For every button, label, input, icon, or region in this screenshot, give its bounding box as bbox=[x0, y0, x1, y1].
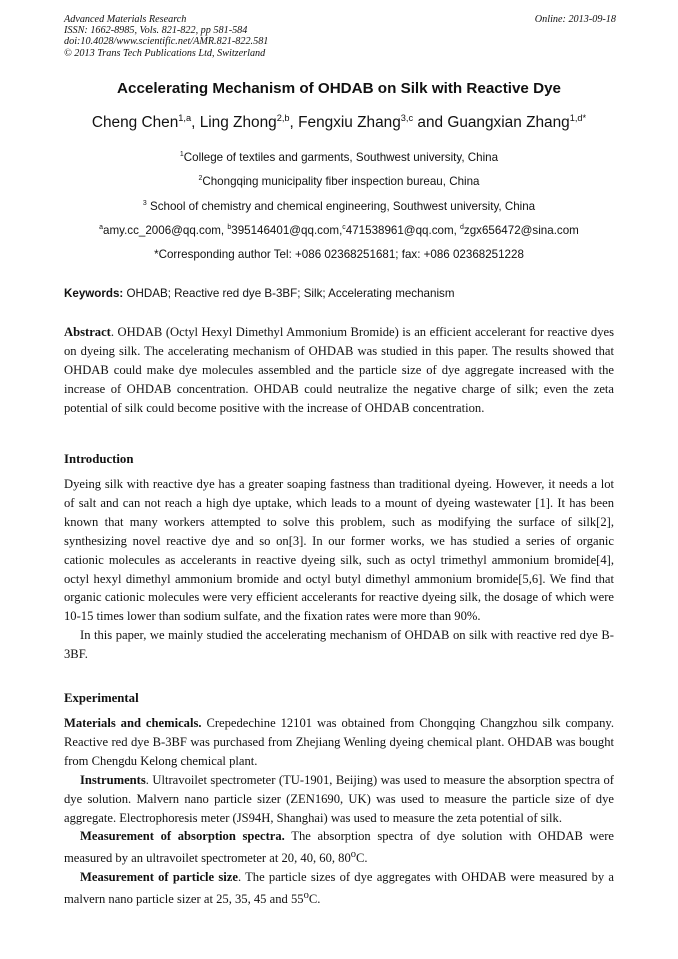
affiliation-sup: 2 bbox=[198, 175, 203, 183]
paragraph-lead: Measurement of absorption spectra. bbox=[80, 829, 285, 844]
introduction-section bbox=[64, 475, 614, 664]
email-text: 471538961@qq.com, bbox=[345, 224, 461, 237]
author-name: Guangxian Zhang bbox=[447, 114, 570, 131]
email-text: amy.cc_2006@qq.com, bbox=[103, 224, 228, 237]
email-sup: a bbox=[99, 224, 104, 232]
email-sup: c bbox=[342, 224, 346, 232]
section-heading-experimental: Experimental bbox=[64, 691, 139, 705]
email-line bbox=[0, 224, 678, 237]
paragraph-text: . The particle sizes of dye aggregates with OHDAB were measured by a malvern nano particle sizer at 25, 35, 45 and 55 bbox=[64, 870, 614, 907]
affiliation-text: College of textiles and garments, Southwest university, China bbox=[183, 151, 499, 164]
author-sup: 3,c bbox=[400, 112, 414, 123]
author-name: Cheng Chen bbox=[91, 114, 179, 131]
email-sup: d bbox=[460, 224, 464, 232]
paragraph bbox=[64, 868, 614, 909]
paragraph-text: Crepedechine 12101 was obtained from Chongqing Changzhou silk company. Reactive red dye B-3BF was purchased from Zhejiang Wenling dyeing chemical plant. OHDAB was bought from Chengdu Kelong chemical plant. bbox=[64, 716, 614, 768]
keywords-label: Keywords: bbox=[64, 287, 124, 300]
affiliation-sup: 3 bbox=[142, 200, 147, 208]
paragraph-lead: Materials and chemicals. bbox=[64, 716, 202, 730]
doi-line: doi:10.4028/www.scientific.net/AMR.821-822.581 bbox=[64, 36, 269, 48]
author-separator: , bbox=[191, 114, 200, 131]
keywords-text: OHDAB; Reactive red dye B-3BF; Silk; Accelerating mechanism bbox=[123, 287, 455, 300]
author-sup: 1,d* bbox=[569, 112, 587, 123]
journal-name: Advanced Materials Research bbox=[64, 14, 187, 25]
author-and: and bbox=[413, 114, 448, 131]
abstract bbox=[64, 323, 614, 418]
author-name: Ling Zhong bbox=[199, 114, 277, 131]
email-text: zgx656472@sina.com bbox=[463, 224, 579, 237]
paragraph: Dyeing silk with reactive dye has a greater soaping fastness than traditional dyeing. However, it needs a lot of salt and can not reach a high dye uptake, which leads to a mount of dyeing wastewater [1]. It has been known that many workers attempted to solve this problem, such as modifying the surface of silk[2], synthesizing novel reactive dye and so on[3]. In our former works, we has studied a series of organic cationic molecules as accelerants in reactive dyeing silk, such as octyl trimethyl ammonium bromide[4], octyl hexyl dimethyl ammonium bromide and octyl butyl dimethyl ammonium bromide[5,6]. We find that organic cationic molecules were very efficient accelerants for reactive dyeing silk, the dosage of which were 10-15 times lower than sodium sulfate, and the fixation rates were more than 90%. bbox=[64, 477, 614, 624]
author-name: Fengxiu Zhang bbox=[298, 114, 401, 131]
copyright-line: © 2013 Trans Tech Publications Ltd, Switzerland bbox=[64, 47, 266, 59]
issn-line: ISSN: 1662-8985, Vols. 821-822, pp 581-584 bbox=[64, 25, 248, 37]
email-text: 395146401@qq.com, bbox=[231, 224, 343, 237]
keywords bbox=[64, 287, 454, 300]
affiliation-3 bbox=[0, 200, 678, 213]
author-sup: 1,a bbox=[178, 112, 192, 123]
paragraph-text: The absorption spectra of dye solution with OHDAB were measured by an ultravoilet spectrometer at 20, 40, 60, 80 bbox=[64, 829, 614, 866]
affiliation-sup: 1 bbox=[179, 151, 184, 159]
paragraph-lead: Measurement of particle size bbox=[80, 870, 238, 885]
paragraph-text: . Ultravoilet spectrometer (TU-1901, Beijing) was used to measure the absorption spectra of dye solution. Malvern nano particle sizer (ZEN1690, UK) was used to measure the particle size of dye aggregate. Electrophoresis meter (JS94H, Shanghai) was used to measure the zeta potential of silk. bbox=[64, 772, 614, 825]
author-list bbox=[0, 114, 678, 132]
paragraph-tail: C. bbox=[308, 892, 321, 907]
paragraph bbox=[64, 827, 614, 868]
author-sup: 2,b bbox=[276, 112, 290, 123]
author-separator: , bbox=[289, 114, 299, 131]
corresponding-author: *Corresponding author Tel: +086 02368251681; fax: +086 02368251228 bbox=[154, 248, 524, 261]
abstract-label: Abstract bbox=[64, 325, 111, 339]
degree-sup: o bbox=[303, 890, 309, 902]
paragraph: In this paper, we mainly studied the accelerating mechanism of OHDAB on silk with reactive red dye B-3BF. bbox=[64, 628, 614, 662]
journal-header bbox=[64, 14, 616, 59]
paper-title: Accelerating Mechanism of OHDAB on Silk with Reactive Dye bbox=[117, 80, 561, 97]
paragraph-lead: Instruments bbox=[80, 772, 146, 787]
degree-sup: o bbox=[350, 849, 357, 861]
email-sup: b bbox=[227, 224, 232, 232]
online-date: Online: 2013-09-18 bbox=[534, 14, 616, 25]
experimental-section bbox=[64, 714, 614, 909]
abstract-text: . OHDAB (Octyl Hexyl Dimethyl Ammonium Bromide) is an efficient accelerant for reactive dyes on dyeing silk. The accelerating mechanism of OHDAB was studied in this paper. The results showed that OHDAB could make dye molecules assembled and the particle size of dye aggregate increased with the increase of OHDAB concentration. OHDAB could neutralize the negative charge of silk; even the zeta potential of silk could become positive with the increase of OHDAB concentration. bbox=[64, 325, 614, 415]
affiliation-text: School of chemistry and chemical engineering, Southwest university, China bbox=[146, 200, 536, 213]
affiliation-1 bbox=[0, 151, 678, 164]
paragraph bbox=[64, 771, 614, 828]
affiliation-text: Chongqing municipality fiber inspection bureau, China bbox=[202, 175, 480, 188]
section-heading-introduction: Introduction bbox=[64, 452, 134, 466]
paragraph bbox=[64, 714, 614, 771]
paragraph-tail: C. bbox=[356, 851, 368, 866]
affiliation-2 bbox=[0, 175, 678, 188]
